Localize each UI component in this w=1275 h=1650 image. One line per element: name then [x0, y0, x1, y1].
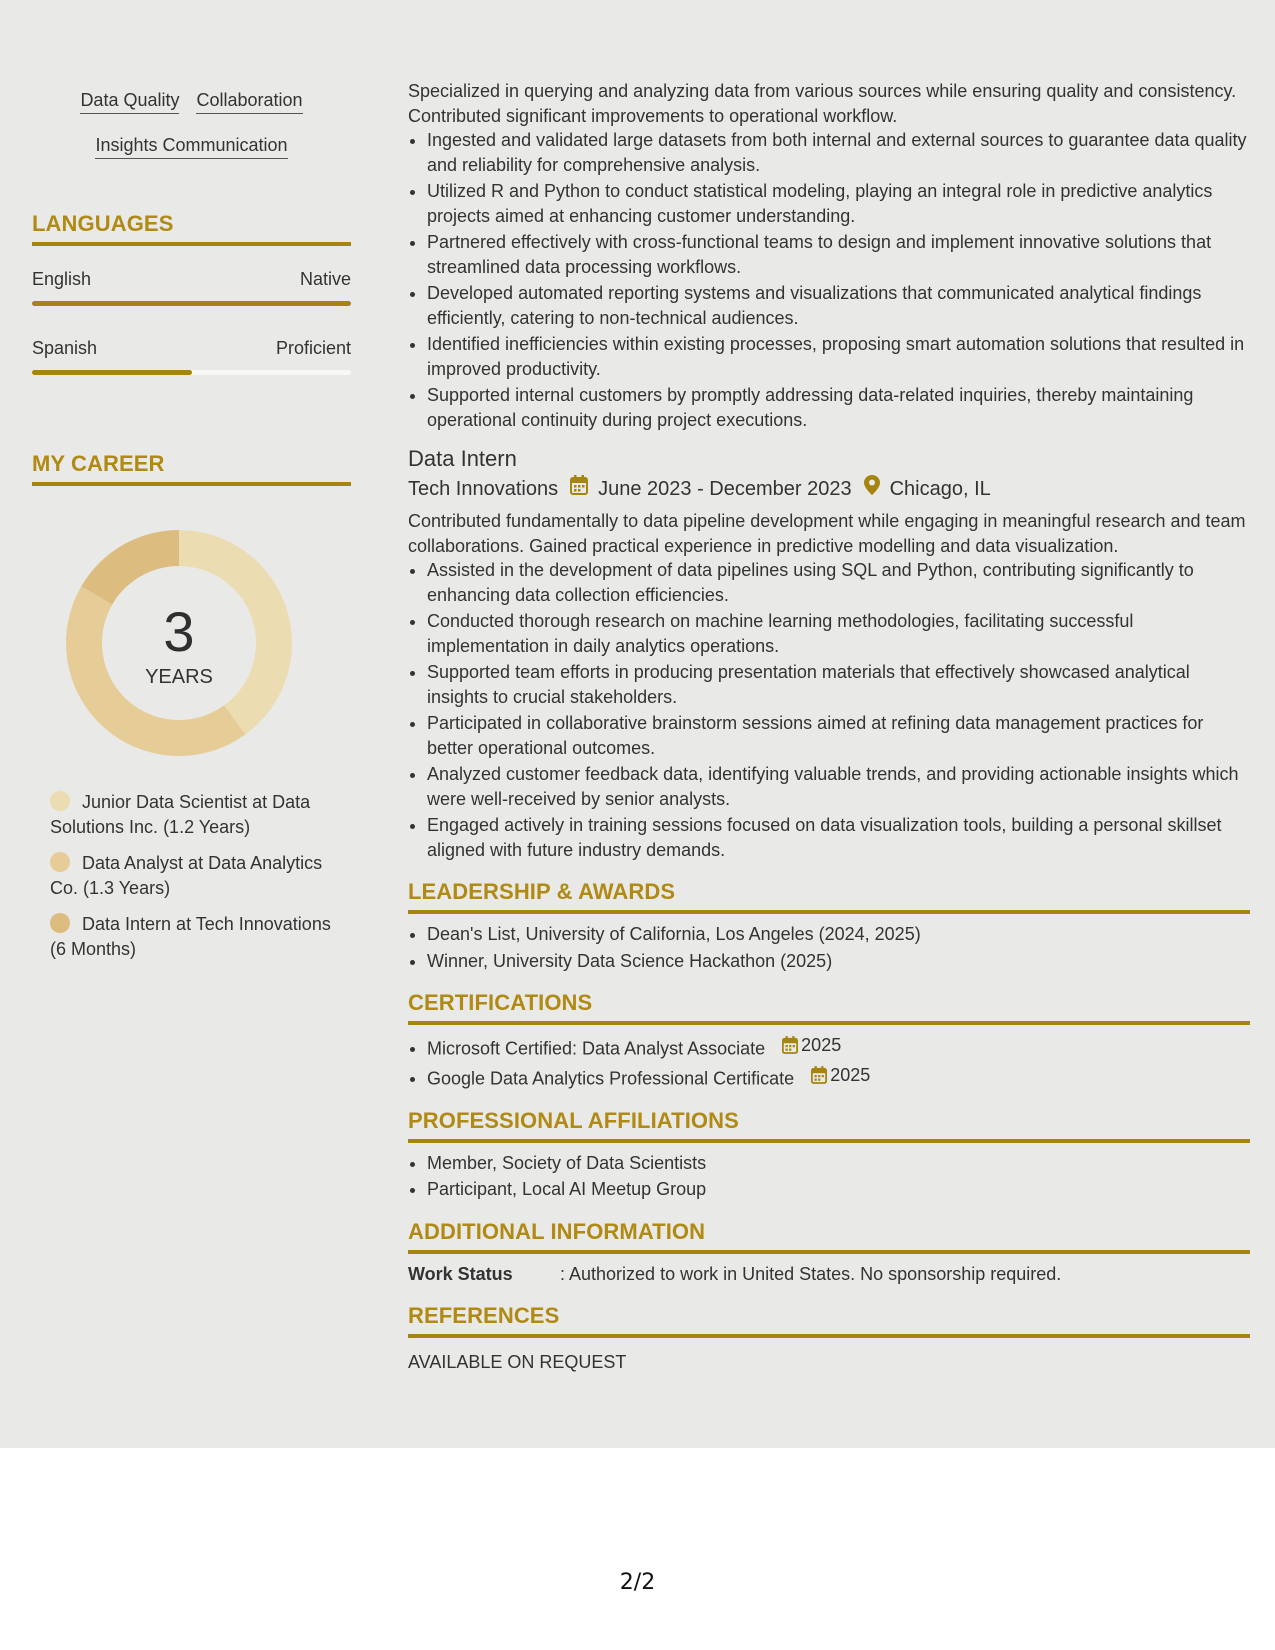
certification-name: Microsoft Certified: Data Analyst Associate — [427, 1038, 766, 1059]
bullet-item: • Assisted in the development of data pipelines using SQL and Python, contributing significantly to enhancing data collection efficiencies. — [427, 558, 1250, 607]
bullet-item: • Participated in collaborative brainstorm sessions aimed at refining data management practices for better operational outcomes. — [427, 711, 1250, 760]
legend-item — [50, 912, 350, 962]
bullet-item: • Analyzed customer feedback data, identifying valuable trends, and providing actionable insights which were well-received by senior analysts. — [427, 762, 1250, 811]
calendar-icon — [782, 1036, 798, 1054]
work-status-value: : Authorized to work in United States. No sponsorship required. — [560, 1263, 1062, 1284]
bullet-item: • Supported internal customers by promptly addressing data-related inquiries, thereby maintaining operational continuity during project executions. — [427, 383, 1250, 432]
skills-row — [32, 88, 351, 114]
affiliations-heading: PROFESSIONAL AFFILIATIONS — [408, 1107, 1250, 1143]
certifications-list — [408, 1033, 1250, 1091]
right-column — [408, 79, 1250, 1375]
legend-swatch — [50, 913, 70, 933]
legend-swatch — [50, 852, 70, 872]
skill-tag: Data Quality — [80, 88, 179, 114]
certification-item — [427, 1033, 1250, 1061]
bullet-item: • Engaged actively in training sessions focused on data visualization tools, building a personal skillset aligned with future industry demands. — [427, 813, 1250, 862]
bullet-item: • Conducted thorough research on machine learning methodologies, facilitating successful implementation in daily analytics operations. — [427, 609, 1250, 658]
language-english — [32, 267, 351, 306]
bullet-item: • Identified inefficiencies within existing processes, proposing smart automation solutions that resulted in improved productivity. — [427, 332, 1250, 381]
certifications-heading: CERTIFICATIONS — [408, 989, 1250, 1025]
certification-year: 2025 — [830, 1064, 871, 1085]
career-donut-chart — [66, 530, 292, 756]
page-number: 2/2 — [619, 1570, 656, 1595]
language-spanish — [32, 336, 351, 375]
career-legend — [50, 790, 350, 973]
job-bullets — [408, 558, 1250, 862]
language-proficiency-fill — [32, 301, 351, 306]
legend-label: Data Intern at Tech Innovations (6 Months) — [50, 914, 331, 959]
skill-tag: Collaboration — [196, 88, 302, 114]
certification-name: Google Data Analytics Professional Certificate — [427, 1068, 795, 1088]
career-total-years: 3 — [163, 600, 195, 663]
bullet-item: • Ingested and validated large datasets from both internal and external sources to guarantee data quality and reliability for comprehensive analysis. — [427, 128, 1250, 177]
language-level: Native — [299, 269, 351, 289]
legend-label: Junior Data Scientist at Data Solutions Inc. (1.2 Years) — [50, 792, 311, 837]
language-name: English — [32, 269, 92, 289]
job-summary: Contributed fundamentally to data pipeline development while engaging in meaningful research and team collaborations. Gained practical experience in predictive modelling and data visualization. — [408, 511, 1246, 556]
references-heading: REFERENCES — [408, 1302, 1250, 1338]
language-level: Proficient — [275, 338, 351, 358]
bullet-item: • Partnered effectively with cross-functional teams to design and implement innovative solutions that streamlined data processing workflows. — [427, 230, 1250, 279]
job-summary: Specialized in querying and analyzing data from various sources while ensuring quality and consistency. Contributed significant improvements to operational workflow. — [408, 81, 1237, 126]
languages-heading: LANGUAGES — [32, 210, 351, 246]
legend-swatch — [50, 791, 70, 811]
skills-row — [32, 133, 351, 159]
award-item: • Dean's List, University of California, Los Angeles (2024, 2025) — [427, 922, 1250, 947]
legend-item — [50, 851, 350, 901]
location-pin-icon — [864, 475, 880, 503]
award-item: • Winner, University Data Science Hackathon (2025) — [427, 949, 1250, 974]
language-name: Spanish — [32, 338, 98, 358]
language-proficiency-bar — [32, 370, 351, 375]
affiliation-item: • Member, Society of Data Scientists — [427, 1151, 1250, 1176]
career-heading: MY CAREER — [32, 450, 351, 486]
language-proficiency-bar — [32, 301, 351, 306]
legend-item — [50, 790, 350, 840]
affiliations-list — [408, 1151, 1250, 1202]
references-text: AVAILABLE ON REQUEST — [408, 1352, 627, 1372]
career-total-unit: YEARS — [145, 666, 213, 688]
work-status-row — [408, 1262, 1250, 1287]
awards-list — [408, 922, 1250, 973]
job-dates: June 2023 - December 2023 — [598, 478, 852, 500]
bullet-item: • Developed automated reporting systems and visualizations that communicated analytical findings efficiently, catering to non-technical audiences. — [427, 281, 1250, 330]
bullet-item: • Supported team efforts in producing presentation materials that effectively showcased analytical insights to crucial stakeholders. — [427, 660, 1250, 709]
certification-year: 2025 — [801, 1035, 842, 1055]
affiliation-item: • Participant, Local AI Meetup Group — [427, 1177, 1250, 1202]
bullet-item: • Utilized R and Python to conduct statistical modeling, playing an integral role in predictive analytics projects aimed at enhancing customer understanding. — [427, 179, 1250, 228]
language-proficiency-fill — [32, 370, 192, 375]
skill-tag: Insights Communication — [95, 133, 287, 159]
calendar-icon — [570, 475, 588, 503]
work-status-label: Work Status — [408, 1263, 513, 1284]
calendar-icon — [811, 1066, 827, 1084]
job-title: Data Intern — [408, 446, 517, 471]
company-name: Tech Innovations — [408, 478, 559, 500]
additional-info-heading: ADDITIONAL INFORMATION — [408, 1218, 1250, 1254]
legend-label: Data Analyst at Data Analytics Co. (1.3 Years) — [50, 853, 323, 898]
job-location: Chicago, IL — [889, 478, 991, 500]
awards-heading: LEADERSHIP & AWARDS — [408, 878, 1250, 914]
certification-item — [427, 1063, 1250, 1091]
job-bullets — [408, 128, 1250, 432]
job-meta — [408, 475, 1250, 503]
